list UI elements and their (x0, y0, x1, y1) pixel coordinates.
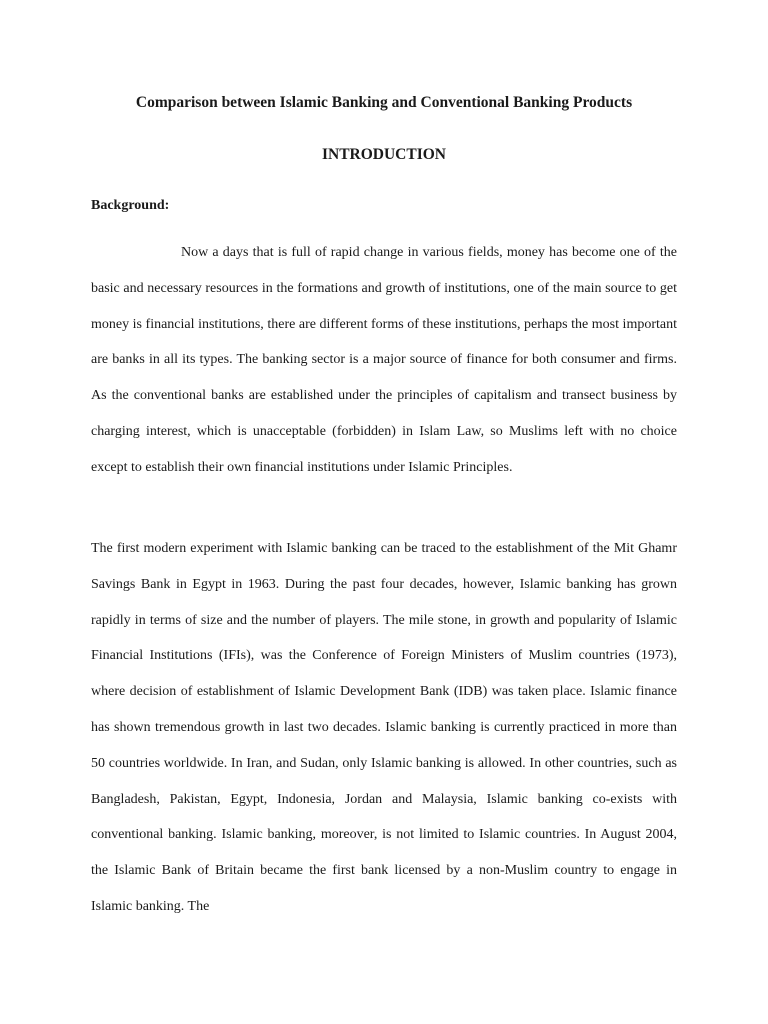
subheading: Background: (91, 198, 170, 213)
document-title: Comparison between Islamic Banking and Conventional Banking Products (135, 94, 633, 111)
paragraph: The first modern experiment with Islamic banking can be traced to the establishment of the Mit Ghamr Savings Bank in Egypt in 1963. During the past four decades, however, Islamic banking has grown rapidly in terms of size and the number of players. The mile stone, in growth and popularity of Islamic Financial Institutions (IFIs), was the Conference of Foreign Ministers of Muslim countries (1973), where decision of establishment of Islamic Development Bank (IDB) was taken place. Islamic finance has shown tremendous growth in last two decades. Islamic banking is currently practiced in more than 50 countries worldwide. In Iran, and Sudan, only Islamic banking is allowed. In other countries, such as Bangladesh, Pakistan, Egypt, Indonesia, Jordan and Malaysia, Islamic banking co-exists with conventional banking. Islamic banking, moreover, is not limited to Islamic countries. In August 2004, the Islamic Bank of Britain became the first bank licensed by a non-Muslim country to engage in Islamic banking. The (91, 541, 677, 914)
paragraph: Now a days that is full of rapid change in various fields, money has become one of the basic and necessary resources in the formations and growth of institutions, one of the main source to get money is financial institutions, there are different forms of these institutions, perhaps the most important are banks in all its types. The banking sector is a major source of finance for both consumer and firms. As the conventional banks are established under the principles of capitalism and transect business by charging interest, which is unacceptable (forbidden) in Islam Law, so Muslims left with no choice except to establish their own financial institutions under Islamic Principles. (91, 245, 677, 475)
section-heading: INTRODUCTION (321, 146, 446, 163)
